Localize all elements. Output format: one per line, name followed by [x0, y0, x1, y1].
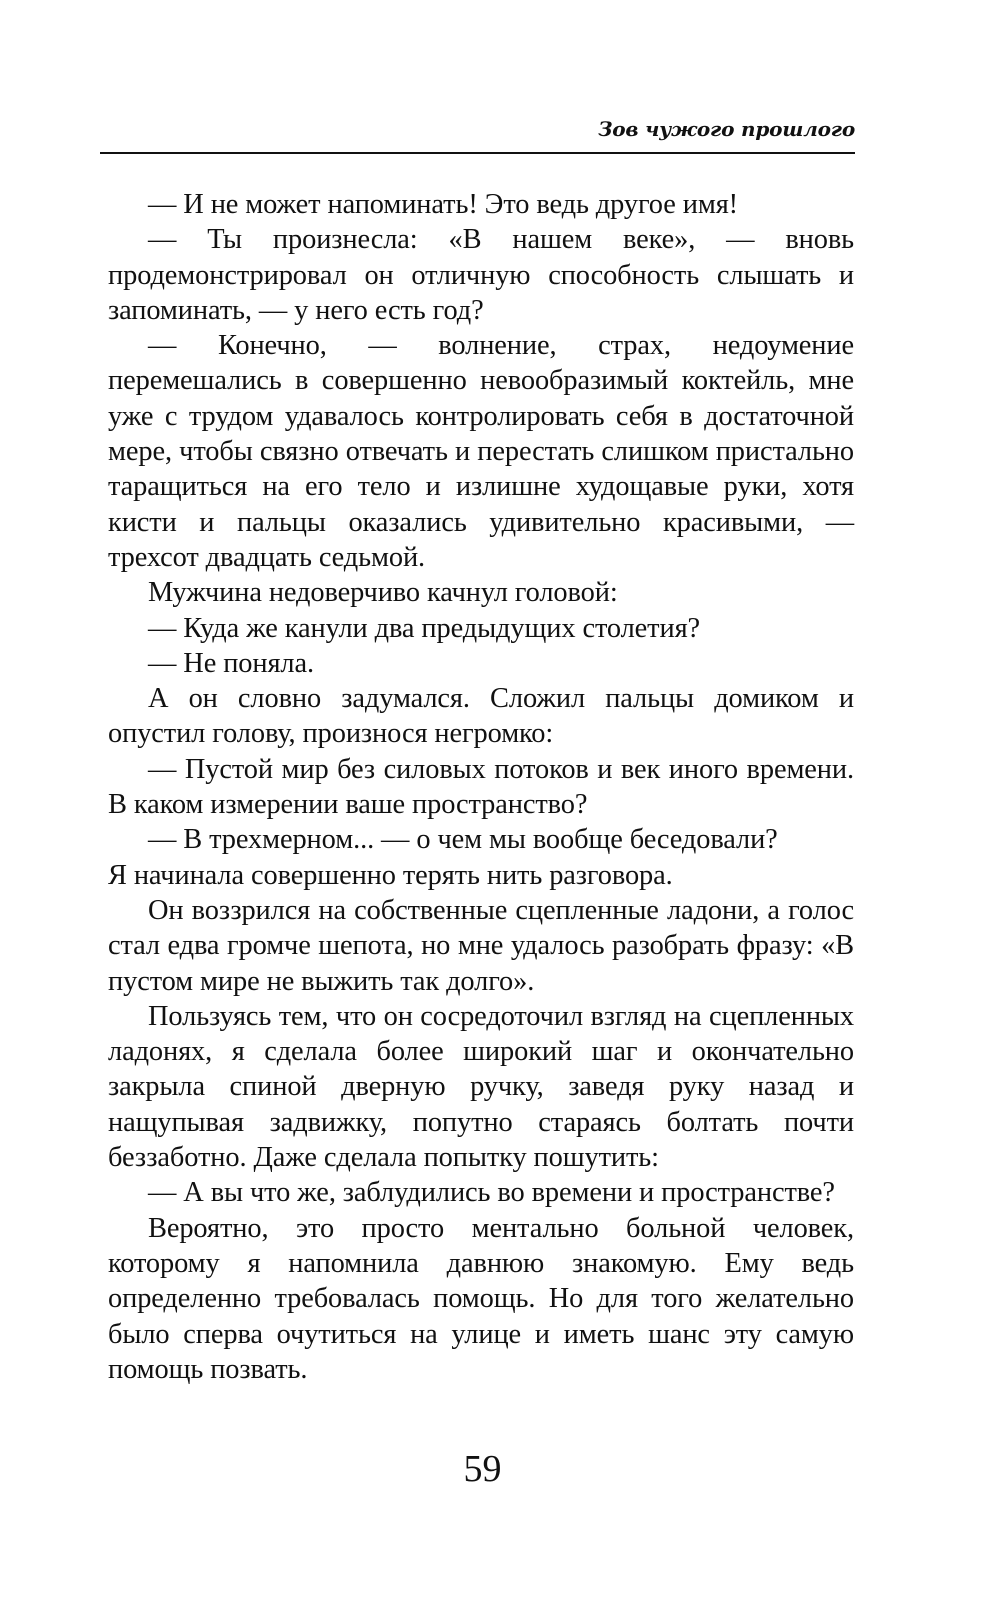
paragraph: Он воззрился на собственные сцепленные ладони, а голос стал едва громче шепота, но мне удалось разобрать фразу: «В пустом мире не выжить так долго».: [108, 894, 854, 997]
paragraph: — Не поняла.: [148, 647, 314, 679]
paragraph: Вероятно, это просто ментально больной человек, которому я напомнила давнюю знакомую. Ему ведь определенно требовалась помощь. Но для того желательно было сперва очутиться на улице и иметь шанс эту самую помощь позвать.: [108, 1212, 854, 1385]
paragraph: — Пустой мир без силовых потоков и век иного времени. В каком измерении ваше пространство?: [108, 753, 854, 821]
paragraph: — Ты произнесла: «В нашем веке», — вновь продемонстрировал он отличную способность слышать и запоминать, — у него есть год?: [108, 224, 854, 326]
paragraph: — А вы что же, заблудились во времени и пространстве?: [148, 1177, 835, 1209]
paragraph: А он словно задумался. Сложил пальцы домиком и опустил голову, произнося негромко:: [108, 683, 854, 750]
paragraph: Пользуясь тем, что он сосредоточил взгляд на сцепленных ладонях, я сделала более широкий шаг и окончательно закрыла спиной дверную ручку, заведя руку назад и нащупывая задвижку, попутно стараясь болтать почти беззаботно. Даже сделала попытку пошутить:: [108, 1000, 854, 1174]
paragraph: Я начинала совершенно терять нить разговора.: [108, 859, 673, 891]
header-rule: [100, 152, 855, 154]
paragraph: — В трехмерном... — о чем мы вообще беседовали?: [148, 824, 778, 856]
page-number: 59: [463, 1448, 502, 1490]
paragraph: — Куда же канули два предыдущих столетия?: [148, 612, 701, 644]
running-header: Зов чужого прошлого: [598, 117, 855, 141]
paragraph: — Конечно, — волнение, страх, недоумение перемешались в совершенно невообразимый коктейль, мне уже с трудом удавалось контролировать себя в достаточной мере, чтобы связно отвечать и перестать слишком пристально таращиться на его тело и излишне худощавые руки, хотя кисти и пальцы оказались удивительно красивыми, — трехсот двадцать седьмой.: [108, 330, 854, 573]
paragraph: — И не может напоминать! Это ведь другое имя!: [148, 189, 739, 220]
body-text: [108, 187, 854, 1387]
paragraph: Мужчина недоверчиво качнул головой:: [148, 577, 618, 609]
